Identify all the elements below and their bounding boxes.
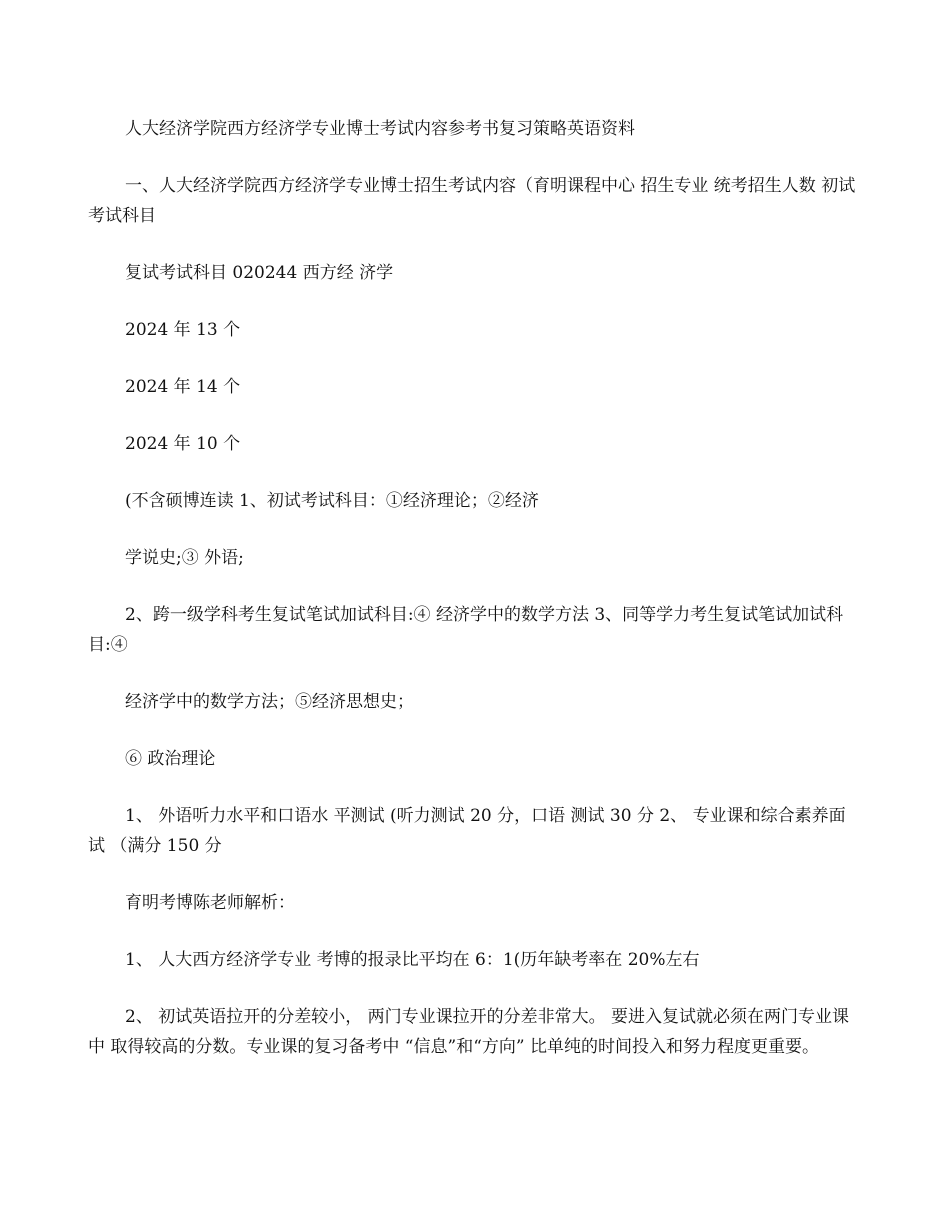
paragraph-quota-1: 2024 年 13 个: [125, 320, 241, 340]
document-title: 人大经济学院西方经济学专业博士考试内容参考书复习策略英语资料: [125, 119, 635, 139]
paragraph-extra-subjects-cont: 经济学中的数学方法；⑤经济思想史；: [125, 692, 414, 712]
paragraph-analysis-heading: 育明考博陈老师解析：: [125, 893, 295, 913]
paragraph-analysis-2: 2、 初试英语拉开的分差较小， 两门专业课拉开的分差非常大。 要进入复试就必须在两门专业课中 取得较高的分数。专业课的复习备考中 “信息”和“方向” 比单纯的时间投入和努力程度更重要。: [88, 1007, 850, 1057]
paragraph-political-theory: ⑥ 政治理论: [125, 749, 216, 769]
document-body: [88, 114, 860, 1089]
paragraph-retest-subject: 复试考试科目 020244 西方经 济学: [125, 263, 394, 283]
paragraph-analysis-1: 1、 人大西方经济学专业 考博的报录比平均在 6：1(历年缺考率在 20%左右: [125, 950, 700, 970]
paragraph-quota-2: 2024 年 14 个: [125, 377, 241, 397]
paragraph-initial-subjects: (不含硕博连读 1、初试考试科目：①经济理论；②经济: [125, 491, 539, 511]
paragraph-quota-3: 2024 年 10 个: [125, 434, 241, 454]
paragraph-initial-subjects-cont: 学说史;③ 外语;: [125, 548, 244, 568]
paragraph-retest-tests: 1、 外语听力水平和口语水 平测试 (听力测试 20 分，口语 测试 30 分 2、 专业课和综合素养面试 （满分 150 分: [88, 806, 846, 856]
paragraph-extra-subjects: 2、跨一级学科考生复试笔试加试科目:④ 经济学中的数学方法 3、同等学力考生复试笔试加试科目:④: [88, 605, 844, 655]
paragraph-exam-content: 一、人大经济学院西方经济学专业博士招生考试内容（育明课程中心 招生专业 统考招生人数 初试考试科目: [88, 176, 856, 226]
